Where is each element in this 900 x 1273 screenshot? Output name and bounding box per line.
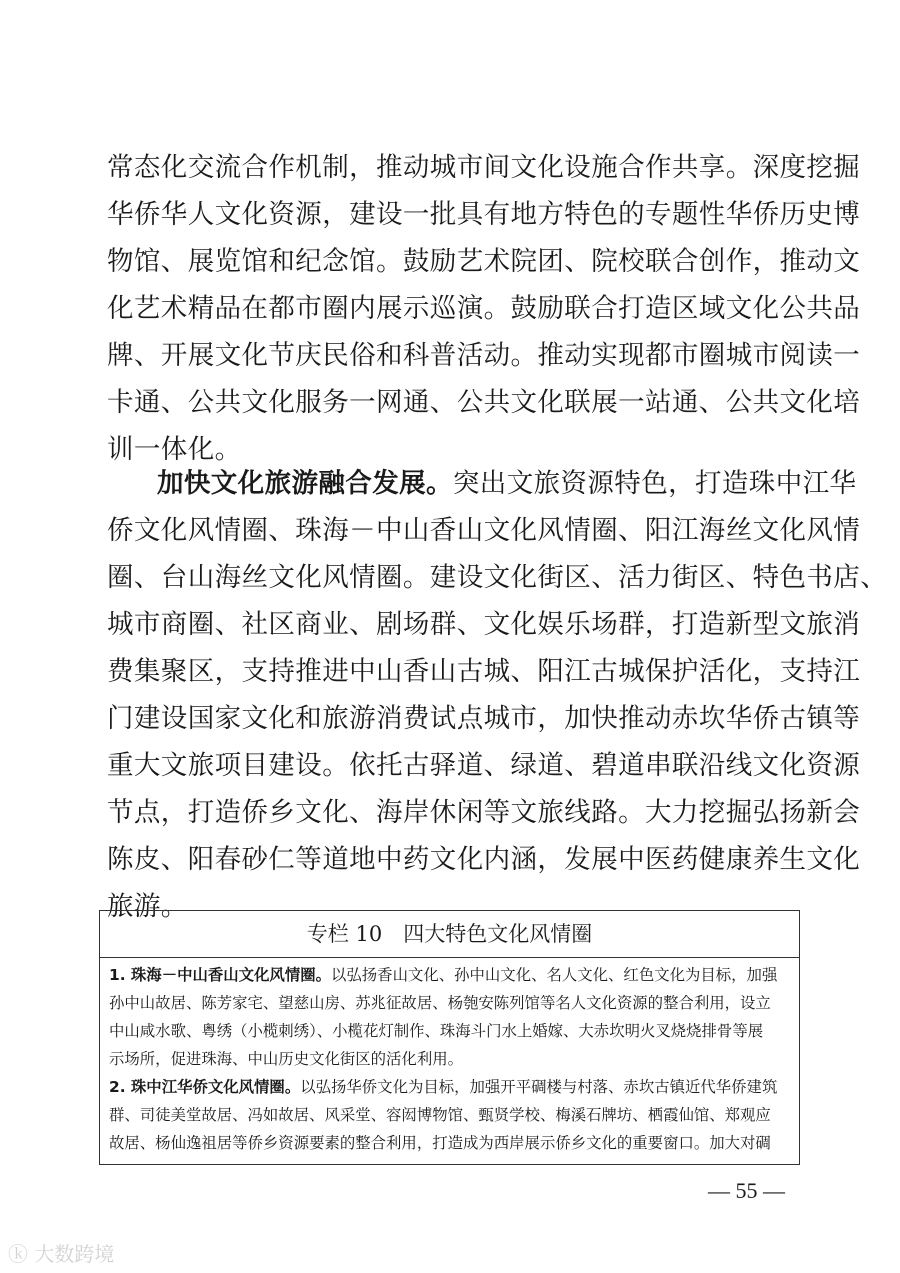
paragraph-line: 城市商圈、社区商业、剧场群、文化娱乐场群，打造新型文旅消: [107, 609, 861, 640]
paragraph-line: 陈皮、阳春砂仁等道地中药文化内涵，发展中医药健康养生文化: [107, 844, 861, 875]
paragraph-line: 侨文化风情圈、珠海－中山香山文化风情圈、阳江海丝文化风情: [107, 515, 861, 546]
paragraph-line: 节点，打造侨乡文化、海岸休闲等文旅线路。大力挖掘弘扬新会: [107, 797, 861, 828]
paragraph-line: 牌、开展文化节庆民俗和科普活动。推动实现都市圈城市阅读一: [107, 340, 861, 371]
watermark-text: 大数跨境: [34, 1242, 115, 1266]
paragraph-line: 华侨华人文化资源，建设一批具有地方特色的专题性华侨历史博: [107, 199, 861, 230]
box-item-1-first-line: [109, 961, 777, 989]
box-line: 群、司徒美堂故居、冯如故居、风采堂、容闳博物馆、甄贤学校、梅溪石牌坊、栖霞仙馆、郑观应: [109, 1106, 771, 1124]
box-item-1-heading: 1. 珠海－中山香山文化风情圈。: [109, 966, 331, 984]
box-line: 示场所，促进珠海、中山历史文化街区的活化利用。: [109, 1050, 463, 1068]
box-line: 中山咸水歌、粤绣（小榄刺绣）、小榄花灯制作、珠海斗门水上婚嫁、大赤坎明火叉烧烧排骨等展: [109, 1022, 764, 1040]
section-heading: 加快文化旅游融合发展。: [157, 468, 453, 499]
page-number: — 55 —: [708, 1178, 785, 1203]
paragraph-first-line: [157, 464, 856, 504]
column-box: [99, 910, 800, 1165]
box-item-2-first-line: [109, 1073, 777, 1101]
paragraph-line: 训一体化。: [107, 434, 242, 465]
box-line: 孙中山故居、陈芳家宅、望慈山房、苏兆征故居、杨匏安陈列馆等名人文化资源的整合利用，设立: [109, 994, 771, 1012]
paragraph-line: 门建设国家文化和旅游消费试点城市，加快推动赤坎华侨古镇等: [107, 703, 861, 734]
box-item-2-text: 以弘扬华侨文化为目标，加强开平碉楼与村落、赤坎古镇近代华侨建筑: [300, 1078, 778, 1096]
column-box-title: 专栏 10 四大特色文化风情圈: [100, 911, 799, 958]
paragraph-line: 费集聚区，支持推进中山香山古城、阳江古城保护活化，支持江: [107, 656, 861, 687]
paragraph-line: 常态化交流合作机制，推动城市间文化设施合作共享。深度挖掘: [107, 152, 861, 183]
box-item-1-text: 以弘扬香山文化、孙中山文化、名人文化、红色文化为目标，加强: [331, 966, 778, 984]
box-line: 故居、杨仙逸祖居等侨乡资源要素的整合利用，打造成为西岸展示侨乡文化的重要窗口。加大对碉: [109, 1134, 771, 1152]
paragraph-line: 圈、台山海丝文化风情圈。建设文化街区、活力街区、特色书店、: [107, 562, 888, 593]
paragraph-line: 化艺术精品在都市圈内展示巡演。鼓励联合打造区域文化公共品: [107, 293, 861, 324]
watermark: [8, 1238, 114, 1267]
paragraph-text: 突出文旅资源特色，打造珠中江华: [452, 468, 857, 499]
paragraph-line: 重大文旅项目建设。依托古驿道、绿道、碧道串联沿线文化资源: [107, 750, 861, 781]
box-item-2-heading: 2. 珠中江华侨文化风情圈。: [109, 1078, 301, 1096]
paragraph-line: 物馆、展览馆和纪念馆。鼓励艺术院团、院校联合创作，推动文: [107, 246, 861, 277]
paragraph-line: 卡通、公共文化服务一网通、公共文化联展一站通、公共文化培: [107, 387, 861, 418]
paragraph-line: 旅游。: [107, 891, 188, 922]
watermark-logo-icon: ⓚ: [8, 1242, 28, 1266]
